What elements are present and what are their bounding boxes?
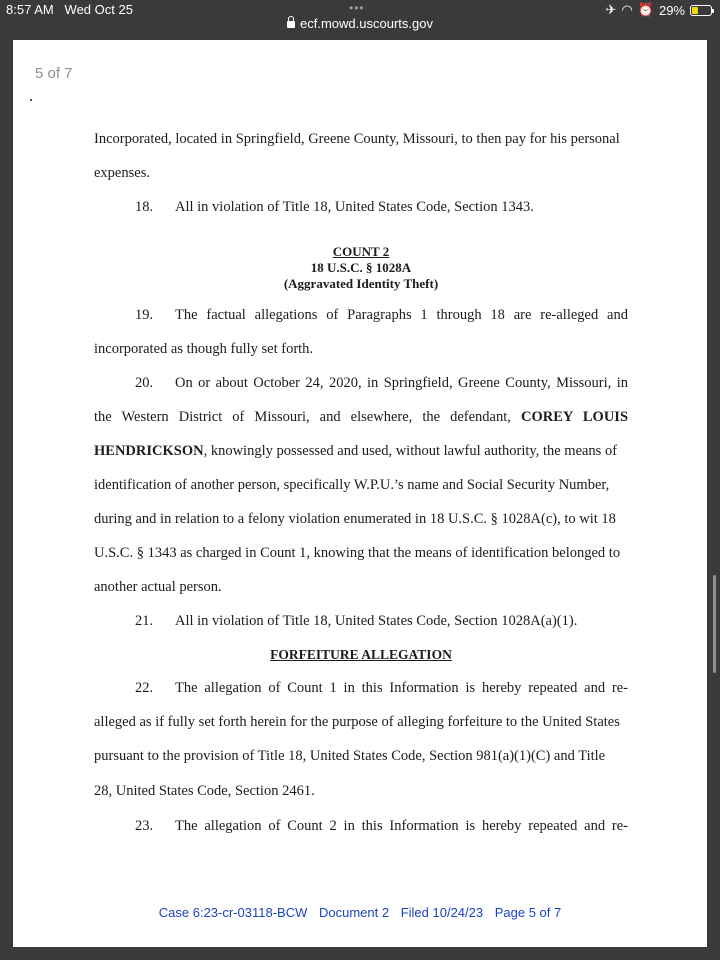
footer-filed: Filed 10/24/23 xyxy=(400,905,484,920)
p17-line2: expenses. xyxy=(94,165,150,181)
p20-line5: during and in relation to a felony violation enumerated in 18 U.S.C. § 1028A(c), to wit 18 xyxy=(94,511,616,527)
p22-line2: alleged as if fully set forth herein for the purpose of alleging forfeiture to the United States xyxy=(94,714,620,730)
paragraph-text: All in violation of Title 18, United States Code, Section 1028A(a)(1). xyxy=(175,613,578,629)
paragraph-number: 22. xyxy=(135,680,154,696)
wifi-icon: ◠ xyxy=(621,2,633,17)
paragraph-number: 18. xyxy=(135,199,154,215)
p20-line4: identification of another person, specifically W.P.U.’s name and Social Security Number, xyxy=(94,477,610,493)
p20-line6: U.S.C. § 1343 as charged in Count 1, knowing that the means of identification belonged to xyxy=(94,545,621,561)
paragraph-18 xyxy=(94,199,534,216)
p17-line1: Incorporated, located in Springfield, Greene County, Missouri, to then pay for his personal xyxy=(94,131,620,147)
paragraph-text: The allegation of Count 1 in this Information is hereby repeated and re- xyxy=(175,680,628,696)
p22-line3: pursuant to the provision of Title 18, United States Code, Section 981(a)(1)(C) and Title xyxy=(94,748,606,764)
p23-line1 xyxy=(94,818,628,835)
paragraph-text: All in violation of Title 18, United States Code, Section 1343. xyxy=(175,199,534,215)
p20-line2 xyxy=(94,409,628,426)
paragraph-text: The allegation of Count 2 in this Information is hereby repeated and re- xyxy=(175,818,628,834)
browser-chrome xyxy=(0,0,720,40)
scrollbar-thumb[interactable] xyxy=(713,575,716,673)
more-dots-icon[interactable]: ••• xyxy=(349,1,365,15)
defendant-name-part2: HENDRICKSON xyxy=(94,443,204,459)
ecf-footer xyxy=(13,905,707,920)
paragraph-21 xyxy=(94,613,577,630)
footer-document: Document 2 xyxy=(318,905,390,920)
url-bar[interactable] xyxy=(0,16,720,31)
p19-line1 xyxy=(94,307,628,324)
url-text: ecf.mowd.uscourts.gov xyxy=(300,16,433,31)
paragraph-text: The factual allegations of Paragraphs 1 through 18 are re-alleged and xyxy=(175,307,628,323)
airplane-icon: ✈ xyxy=(605,2,617,17)
p22-line4: 28, United States Code, Section 2461. xyxy=(94,783,315,799)
count2-subtitle: (Aggravated Identity Theft) xyxy=(283,276,439,291)
forfeiture-heading: FORFEITURE ALLEGATION xyxy=(270,647,452,662)
status-date: Wed Oct 25 xyxy=(64,2,133,17)
paragraph-number: 21. xyxy=(135,613,154,629)
p20-line1 xyxy=(94,375,628,392)
p20-line3-text: , knowingly possessed and used, without lawful authority, the means of xyxy=(203,443,618,459)
status-clock: 8:57 AM xyxy=(6,2,54,17)
p20-line7: another actual person. xyxy=(94,579,222,595)
p20-line3 xyxy=(94,443,617,460)
scan-speck xyxy=(30,99,32,101)
p20-line2-text: the Western District of Missouri, and elsewhere, the defendant, xyxy=(94,409,511,425)
count2-title: COUNT 2 xyxy=(332,244,390,259)
battery-percent: 29% xyxy=(658,2,685,18)
paragraph-text: On or about October 24, 2020, in Springfield, Greene County, Missouri, in xyxy=(175,375,628,391)
footer-page: Page 5 of 7 xyxy=(494,905,562,920)
p19-line2: incorporated as though fully set forth. xyxy=(94,341,314,357)
paragraph-number: 23. xyxy=(135,818,154,834)
defendant-name-part1: COREY LOUIS xyxy=(520,409,629,425)
status-time xyxy=(6,2,133,17)
paragraph-number: 19. xyxy=(135,307,154,323)
paragraph-number: 20. xyxy=(135,375,154,391)
lock-icon xyxy=(287,21,295,28)
p22-line1 xyxy=(94,680,628,697)
count2-statute: 18 U.S.C. § 1028A xyxy=(310,260,412,275)
pdf-page[interactable] xyxy=(13,40,707,947)
page-indicator: 5 of 7 xyxy=(35,65,73,82)
footer-case: Case 6:23-cr-03118-BCW xyxy=(158,905,308,920)
battery-icon xyxy=(690,5,712,16)
alarm-icon: ⏰ xyxy=(637,2,654,17)
